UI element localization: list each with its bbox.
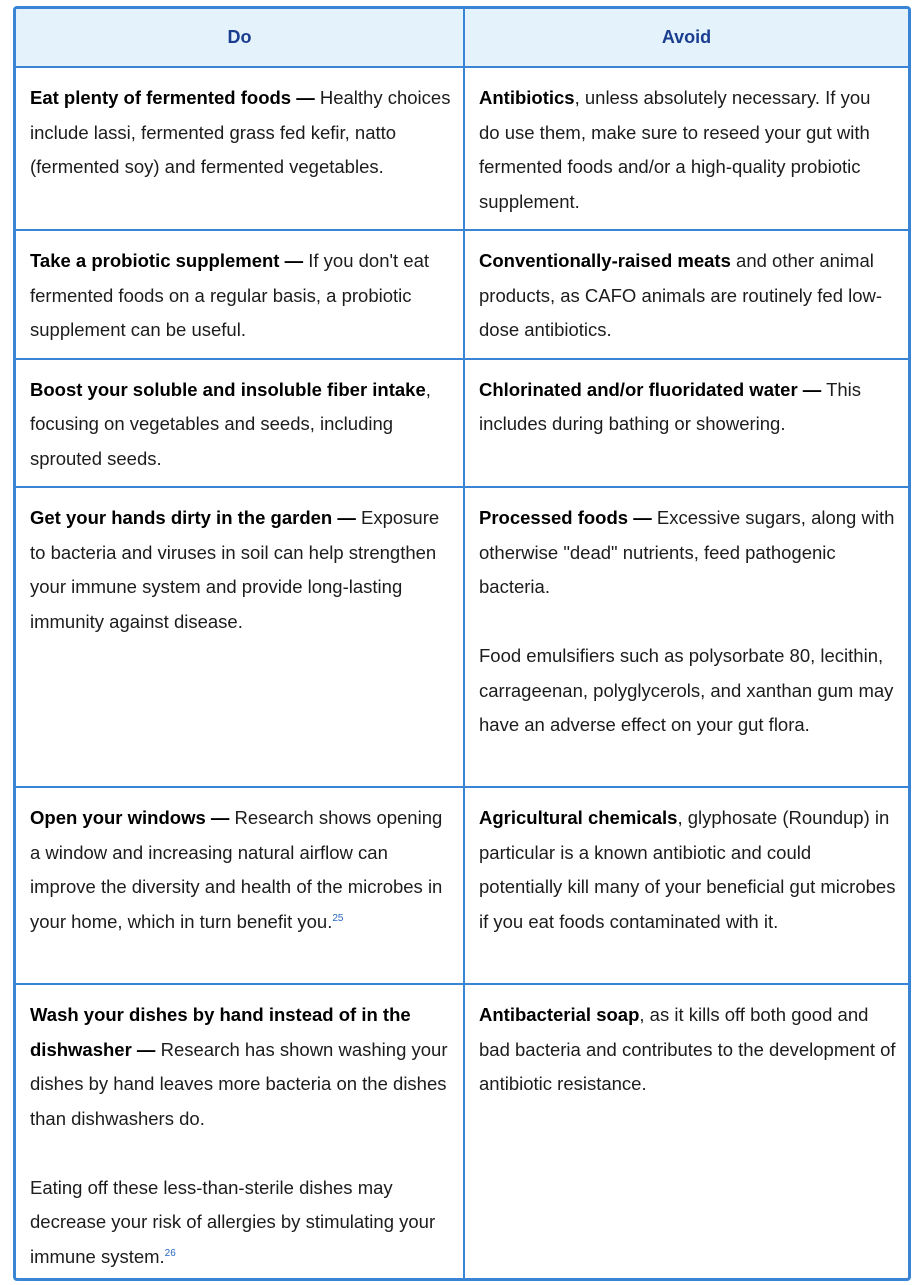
do-paragraph: [30, 1171, 451, 1275]
do-avoid-table: [16, 9, 908, 1281]
lead-text: Antibiotics: [479, 87, 575, 108]
body-text: and other animal products, as CAFO animals are routinely fed low-dose antibiotics.: [479, 250, 883, 340]
footnote-ref-link[interactable]: 26: [164, 1247, 176, 1259]
body-text: , unless absolutely necessary. If you do use them, make sure to reseed your gut with fermented foods and/or a high-quality probiotic supplement.: [479, 87, 871, 212]
lead-text: Take a probiotic supplement —: [30, 250, 304, 271]
table-body: [16, 67, 908, 1281]
lead-text: Agricultural chemicals: [479, 807, 678, 828]
do-cell: [16, 984, 464, 1281]
body-text: Excessive sugars, along with otherwise "dead" nutrients, feed pathogenic bacteria.: [479, 507, 895, 597]
footnote-ref-link[interactable]: 25: [332, 912, 344, 924]
lead-text: Eat plenty of fermented foods —: [30, 87, 315, 108]
table-row: [16, 230, 908, 359]
body-text: Food emulsifiers such as polysorbate 80, lecithin, carrageenan, polyglycerols, and xanthan gum may have an adverse effect on your gut flora.: [479, 645, 894, 735]
do-cell: [16, 787, 464, 984]
avoid-paragraph: [479, 501, 896, 605]
do-cell: [16, 359, 464, 488]
body-text: , as it kills off both good and bad bacteria and contributes to the development of antibiotic resistance.: [479, 1004, 896, 1094]
avoid-cell: [464, 230, 908, 359]
avoid-paragraph: [479, 244, 896, 348]
table-row: [16, 359, 908, 488]
avoid-paragraph: [479, 373, 896, 442]
lead-text: Open your windows —: [30, 807, 230, 828]
do-paragraph: [30, 244, 451, 348]
table-row: [16, 787, 908, 984]
avoid-cell: [464, 67, 908, 230]
body-text: Research shows opening a window and increasing natural airflow can improve the diversity and health of the microbes in your home, which in turn benefit you.: [30, 807, 443, 932]
avoid-cell: [464, 984, 908, 1281]
do-paragraph: [30, 501, 451, 639]
do-avoid-table-container: [13, 6, 911, 1281]
table-header-row: [16, 9, 908, 67]
body-text: , glyphosate (Roundup) in particular is a known antibiotic and could potentially kill many of your beneficial gut microbes if you eat foods contaminated with it.: [479, 807, 896, 932]
body-text: Eating off these less-than-sterile dishes may decrease your risk of allergies by stimulating your immune system.: [30, 1176, 436, 1267]
lead-text: Antibacterial soap: [479, 1004, 640, 1025]
body-text: This includes during bathing or showering.: [479, 378, 862, 434]
avoid-paragraph: [479, 801, 896, 939]
header-avoid: Avoid: [464, 9, 908, 67]
lead-text: Processed foods —: [479, 507, 652, 528]
do-cell: [16, 487, 464, 787]
lead-text: Get your hands dirty in the garden —: [30, 507, 356, 528]
header-do: Do: [16, 9, 464, 67]
body-text: Healthy choices include lassi, fermented grass fed kefir, natto (fermented soy) and fermented vegetables.: [30, 87, 451, 177]
body-text: Research has shown washing your dishes by hand leaves more bacteria on the dishes than dishwashers do.: [30, 1038, 448, 1129]
avoid-cell: [464, 487, 908, 787]
body-text: , focusing on vegetables and seeds, including sprouted seeds.: [30, 378, 431, 469]
lead-text: Wash your dishes by hand instead of in the dishwasher —: [30, 1004, 411, 1060]
avoid-paragraph: [479, 81, 896, 219]
avoid-paragraph: [479, 998, 896, 1102]
lead-text: Boost your soluble and insoluble fiber intake: [30, 378, 426, 400]
avoid-cell: [464, 359, 908, 488]
table-row: [16, 487, 908, 787]
body-text: If you don't eat fermented foods on a regular basis, a probiotic supplement can be useful.: [30, 250, 430, 340]
lead-text: Chlorinated and/or fluoridated water —: [479, 378, 822, 400]
do-cell: [16, 67, 464, 230]
do-cell: [16, 230, 464, 359]
avoid-cell: [464, 787, 908, 984]
avoid-paragraph: [479, 639, 896, 743]
body-text: Exposure to bacteria and viruses in soil can help strengthen your immune system and provide long-lasting immunity against disease.: [30, 507, 440, 632]
do-paragraph: [30, 373, 451, 477]
do-paragraph: [30, 801, 451, 939]
table-row: [16, 67, 908, 230]
table-row: [16, 984, 908, 1281]
do-paragraph: [30, 81, 451, 185]
lead-text: Conventionally-raised meats: [479, 250, 731, 271]
do-paragraph: [30, 998, 451, 1136]
